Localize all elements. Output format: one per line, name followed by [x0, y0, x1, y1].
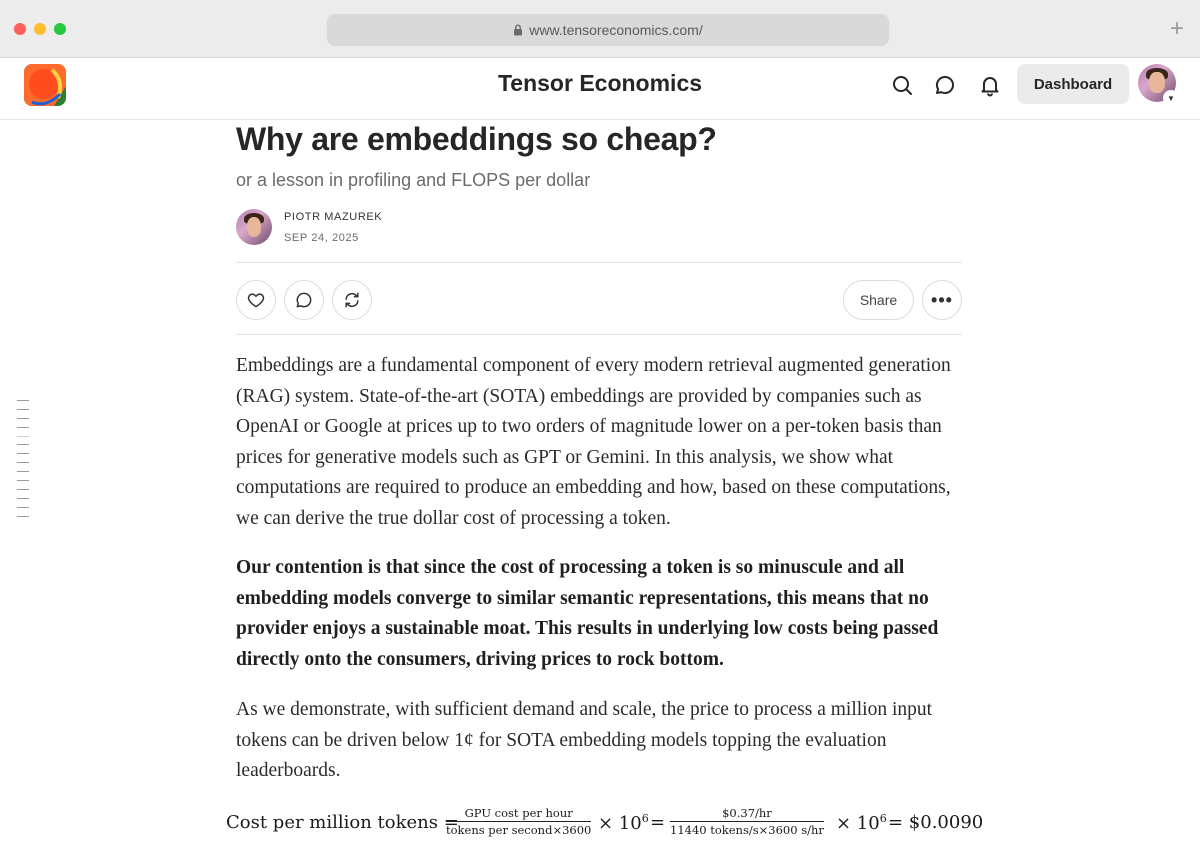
toc-item[interactable]	[17, 453, 29, 454]
fraction-2-denominator: 11440 tokens/s×3600 s/hr	[670, 823, 824, 837]
new-tab-button[interactable]: +	[1169, 15, 1184, 42]
chat-icon[interactable]	[933, 73, 957, 97]
minimize-window-button[interactable]	[34, 23, 46, 35]
fraction-1-numerator: GPU cost per hour	[446, 806, 591, 822]
lock-icon	[513, 24, 523, 36]
zoom-window-button[interactable]	[54, 23, 66, 35]
share-button[interactable]: Share	[843, 280, 914, 320]
divider	[236, 334, 962, 335]
toc-item[interactable]	[17, 418, 29, 419]
formula-multiplier-2: × $10^6$	[836, 812, 887, 834]
comment-icon	[294, 290, 314, 310]
site-title[interactable]: Tensor Economics	[497, 70, 703, 96]
toc-item[interactable]	[17, 462, 29, 463]
toc-item[interactable]	[17, 444, 29, 445]
toc-item[interactable]	[17, 507, 29, 508]
heart-icon	[246, 290, 266, 310]
divider	[236, 262, 962, 263]
dashboard-button[interactable]: Dashboard	[1017, 64, 1129, 104]
toc-item[interactable]	[17, 471, 29, 472]
toc-item[interactable]	[17, 409, 29, 410]
restack-button[interactable]	[332, 280, 372, 320]
cost-formula	[226, 804, 986, 844]
toc-item[interactable]	[17, 498, 29, 499]
browser-chrome	[0, 0, 1200, 58]
toc-item[interactable]	[17, 489, 29, 490]
formula-fraction-1	[446, 806, 591, 837]
fraction-1-denominator: tokens per second×3600	[446, 823, 592, 837]
author-name[interactable]: PIOTR MAZUREK	[284, 211, 383, 223]
toc-item[interactable]	[17, 516, 29, 517]
post-date: SEP 24, 2025	[284, 232, 359, 244]
toc-item[interactable]	[17, 436, 29, 437]
author-avatar[interactable]	[236, 209, 272, 245]
table-of-contents[interactable]	[17, 400, 29, 524]
fraction-2-numerator: $0.37/hr	[670, 806, 824, 822]
formula-lhs: Cost per million tokens =	[226, 812, 459, 833]
more-options-button[interactable]: •••	[922, 280, 962, 320]
toc-item[interactable]	[17, 427, 29, 428]
formula-fraction-2	[670, 806, 824, 837]
paragraph: Embeddings are a fundamental component of every modern retrieval augmented generation (RAG) system. State-of-the-art (SOTA) embeddings are provided by companies such as OpenAI or Google at prices up to two orders of magnitude lower on a per-token basis than prices for generative models such as GPT or Gemini. In this analysis, we show what computations are required to produce an embedding and how, based on these computations, we can derive the true dollar cost of processing a token.	[236, 355, 951, 529]
bell-icon[interactable]	[978, 73, 1002, 97]
toc-item[interactable]	[17, 480, 29, 481]
comment-button[interactable]	[284, 280, 324, 320]
formula-multiplier-1: × $10^6$	[598, 812, 649, 834]
address-bar[interactable]	[327, 14, 889, 46]
post-title: Why are embeddings so cheap?	[236, 121, 717, 157]
like-button[interactable]	[236, 280, 276, 320]
formula-result: = $0.0090	[888, 812, 984, 833]
restack-icon	[342, 290, 362, 310]
site-header	[0, 58, 1200, 120]
close-window-button[interactable]	[14, 23, 26, 35]
formula-equals: =	[650, 812, 666, 833]
search-icon[interactable]	[890, 73, 914, 97]
paragraph: As we demonstrate, with sufficient demand and scale, the price to process a million input tokens can be driven below 1¢ for SOTA embedding models topping the evaluation leaderboards.	[236, 699, 933, 782]
chevron-down-icon[interactable]: ▼	[1163, 90, 1179, 106]
paragraph-emphasis: Our contention is that since the cost of processing a token is so minuscule and all embedding models converge to similar semantic representations, this means that no provider enjoys a sustainable moat. This results in underlying low costs being passed directly onto the consumers, driving prices to rock bottom.	[236, 557, 939, 670]
toc-item[interactable]	[17, 400, 29, 401]
post-subtitle: or a lesson in profiling and FLOPS per dollar	[236, 170, 591, 190]
url-text: www.tensoreconomics.com/	[529, 22, 703, 38]
